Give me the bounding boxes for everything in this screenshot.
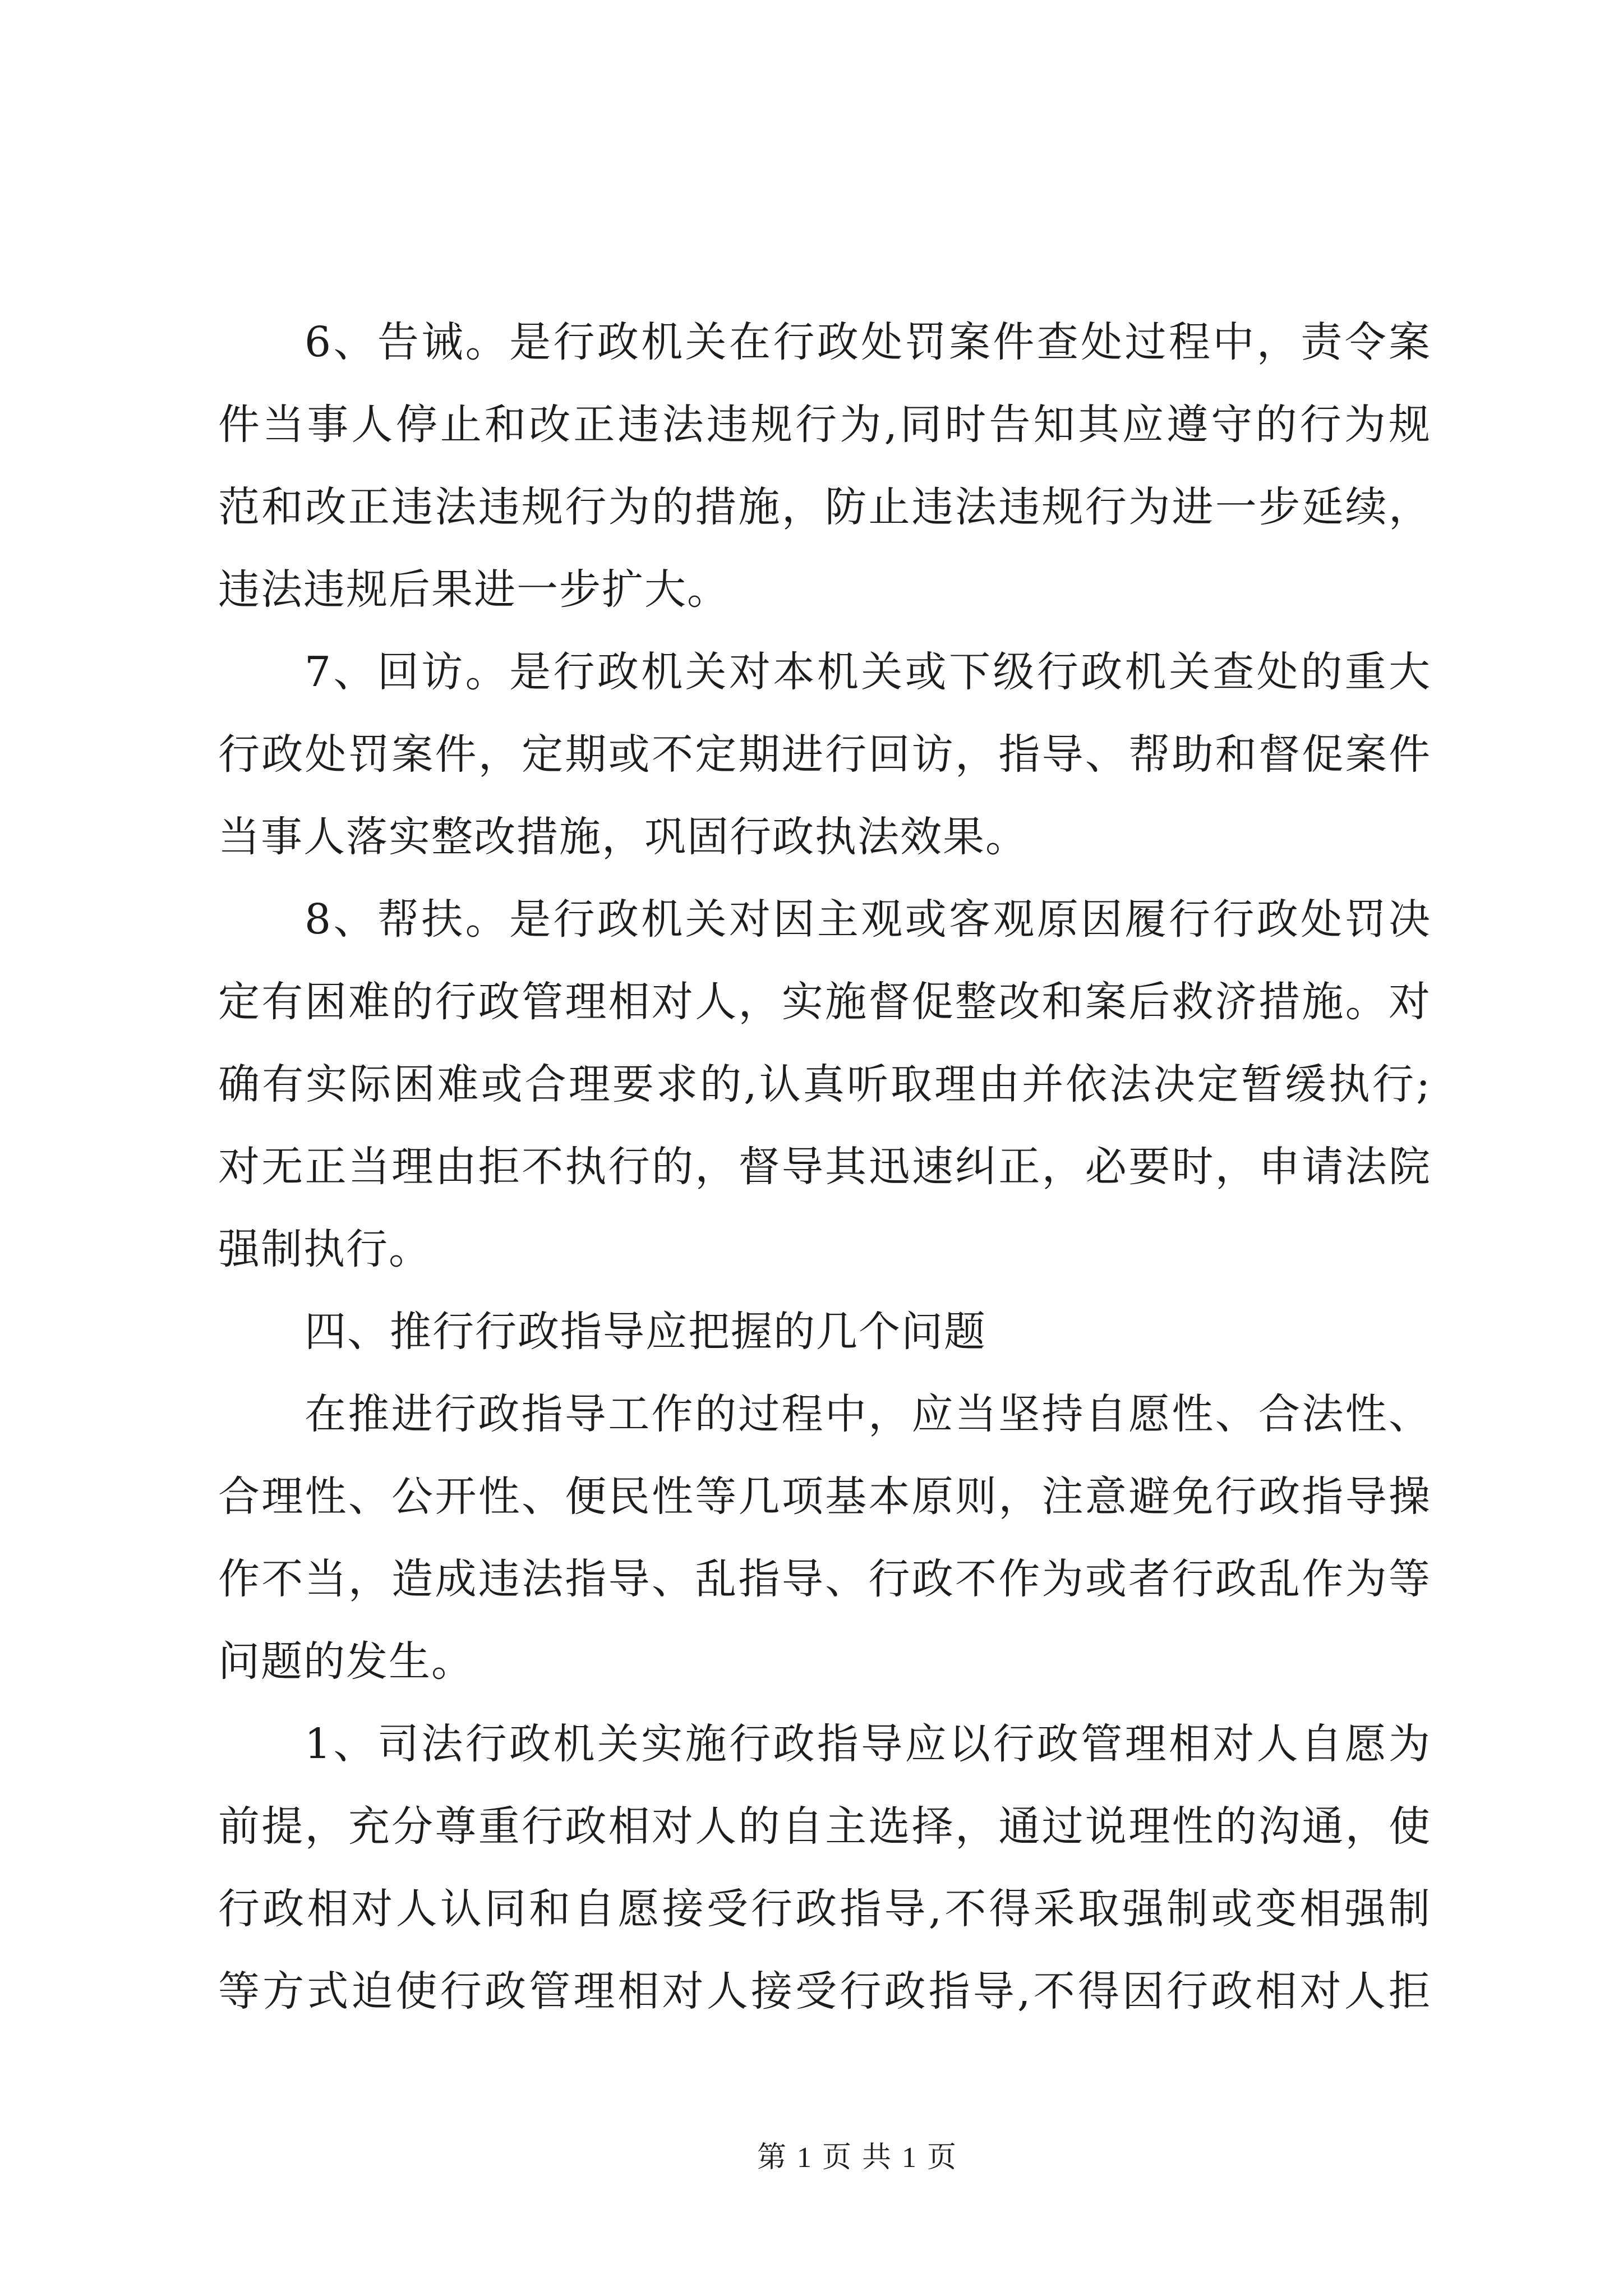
paragraph-line: 当事人落实整改措施，巩固行政执法效果。 [218,813,1028,861]
paragraph-line: 强制执行。 [218,1225,431,1273]
paragraph-line: 对无正当理由拒不执行的，督导其迅速纠正，必要时，申请法院 [218,1143,1431,1191]
paragraph-line: 前提，充分尊重行政相对人的自主选择，通过说理性的沟通，使 [218,1802,1431,1851]
paragraph-line: 7、回访。是行政机关对本机关或下级行政机关查处的重大 [305,648,1431,696]
paragraph-line: 等方式迫使行政管理相对人接受行政指导,不得因行政相对人拒 [218,1967,1431,2016]
paragraph-line: 1、司法行政机关实施行政指导应以行政管理相对人自愿为 [305,1720,1431,1768]
paragraph-line: 作不当，造成违法指导、乱指导、行政不作为或者行政乱作为等 [218,1555,1431,1603]
paragraph-line: 行政处罚案件，定期或不定期进行回访，指导、帮助和督促案件 [218,730,1431,779]
section-heading-text: 四、推行行政指导应把握的几个问题 [305,1308,986,1356]
document-body [218,301,1431,2033]
paragraph-item-1-voluntary [218,1703,1431,2033]
paragraph-principles [218,1373,1431,1703]
paragraph-line: 定有困难的行政管理相对人，实施督促整改和案后救济措施。对 [218,978,1431,1026]
paragraph-line: 件当事人停止和改正违法违规行为,同时告知其应遵守的行为规 [218,401,1431,449]
paragraph-line: 问题的发生。 [218,1637,474,1686]
section-heading [218,1291,1431,1373]
paragraph-line: 8、帮扶。是行政机关对因主观或客观原因履行行政处罚决 [305,895,1431,944]
paragraph-line: 行政相对人认同和自愿接受行政指导,不得采取强制或变相强制 [218,1885,1431,1933]
paragraph-item-7-revisit [218,631,1431,878]
paragraph-item-6-warning [218,301,1431,631]
paragraph-item-8-assistance [218,878,1431,1291]
page-footer: 第 1 页 共 1 页 [757,2142,957,2174]
paragraph-line: 合理性、公开性、便民性等几项基本原则，注意避免行政指导操 [218,1473,1431,1521]
paragraph-line: 违法违规后果进一步扩大。 [218,565,730,614]
paragraph-line: 范和改正违法违规行为的措施，防止违法违规行为进一步延续， [218,483,1431,531]
paragraph-line: 6、告诫。是行政机关在行政处罚案件查处过程中，责令案 [305,318,1431,366]
paragraph-line: 在推进行政指导工作的过程中，应当坚持自愿性、合法性、 [305,1390,1431,1438]
paragraph-line: 确有实际困难或合理要求的,认真听取理由并依法决定暂缓执行; [218,1060,1431,1108]
